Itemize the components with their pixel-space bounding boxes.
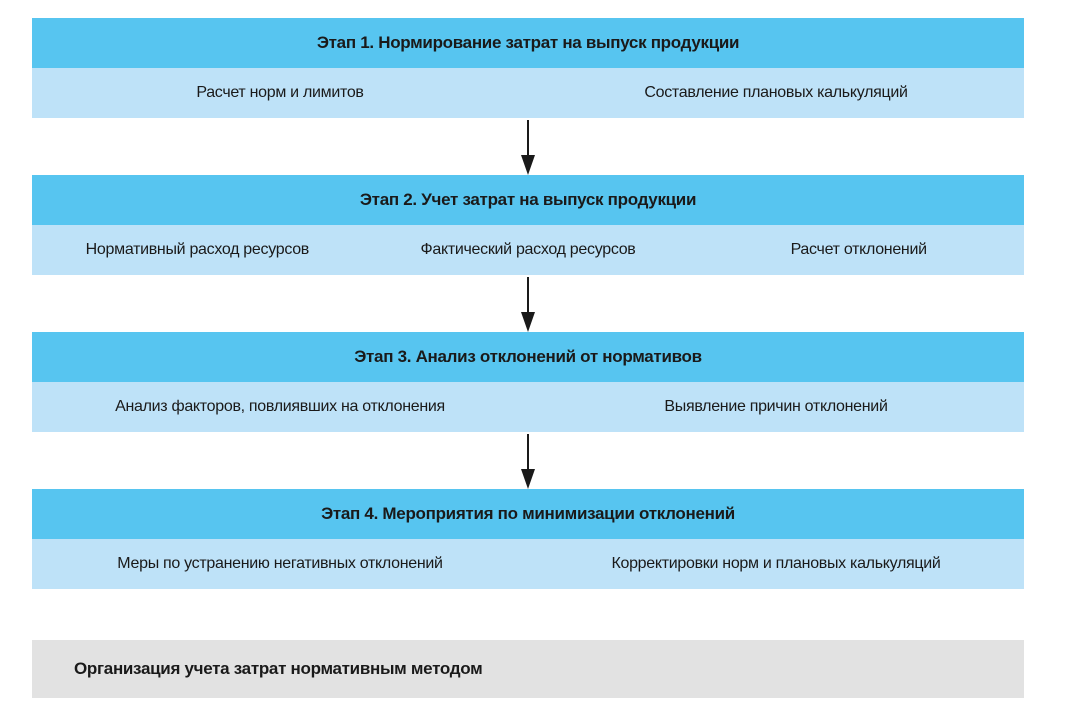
stage-1-block [32, 18, 1024, 118]
flow-arrow-2 [32, 275, 1024, 332]
stage-3-title: Этап 3. Анализ отклонений от нормативов [354, 347, 702, 366]
stage-4-item-1: Меры по устранению негативных отклонений [117, 555, 443, 572]
stage-1-title: Этап 1. Нормирование затрат на выпуск продукции [316, 33, 740, 52]
flow-arrow-1 [32, 118, 1024, 175]
down-arrow-icon [518, 118, 538, 175]
stage-2-title: Этап 2. Учет затрат на выпуск продукции [359, 190, 697, 209]
flow-diagram [32, 0, 1024, 698]
stage-4-item-2: Корректировки норм и плановых калькуляций [611, 555, 941, 572]
flow-arrow-3 [32, 432, 1024, 489]
stage-4-subrow [32, 539, 1024, 589]
stage-2-item-3: Расчет отклонений [790, 241, 927, 258]
stage-3-block [32, 332, 1024, 432]
stage-2-subrow [32, 225, 1024, 275]
stage-2-item-1: Нормативный расход ресурсов [85, 241, 309, 258]
diagram-caption-bar [32, 640, 1024, 698]
stage-4-header [32, 489, 1024, 539]
stage-3-item-1: Анализ факторов, повлиявших на отклонения [115, 398, 445, 415]
diagram-caption: Организация учета затрат нормативным методом [74, 659, 483, 678]
stage-2-block [32, 175, 1024, 275]
stage-1-subrow [32, 68, 1024, 118]
stage-3-subrow [32, 382, 1024, 432]
stage-4-title: Этап 4. Мероприятия по минимизации отклонений [321, 504, 735, 523]
stage-3-item-2: Выявление причин отклонений [664, 398, 888, 415]
stage-1-item-2: Составление плановых калькуляций [644, 84, 908, 101]
stage-2-item-2: Фактический расход ресурсов [420, 241, 636, 258]
stage-4-block [32, 489, 1024, 589]
stage-2-header [32, 175, 1024, 225]
stage-3-header [32, 332, 1024, 382]
down-arrow-icon [518, 432, 538, 489]
stage-1-header [32, 18, 1024, 68]
down-arrow-icon [518, 275, 538, 332]
stage-1-item-1: Расчет норм и лимитов [196, 84, 364, 101]
